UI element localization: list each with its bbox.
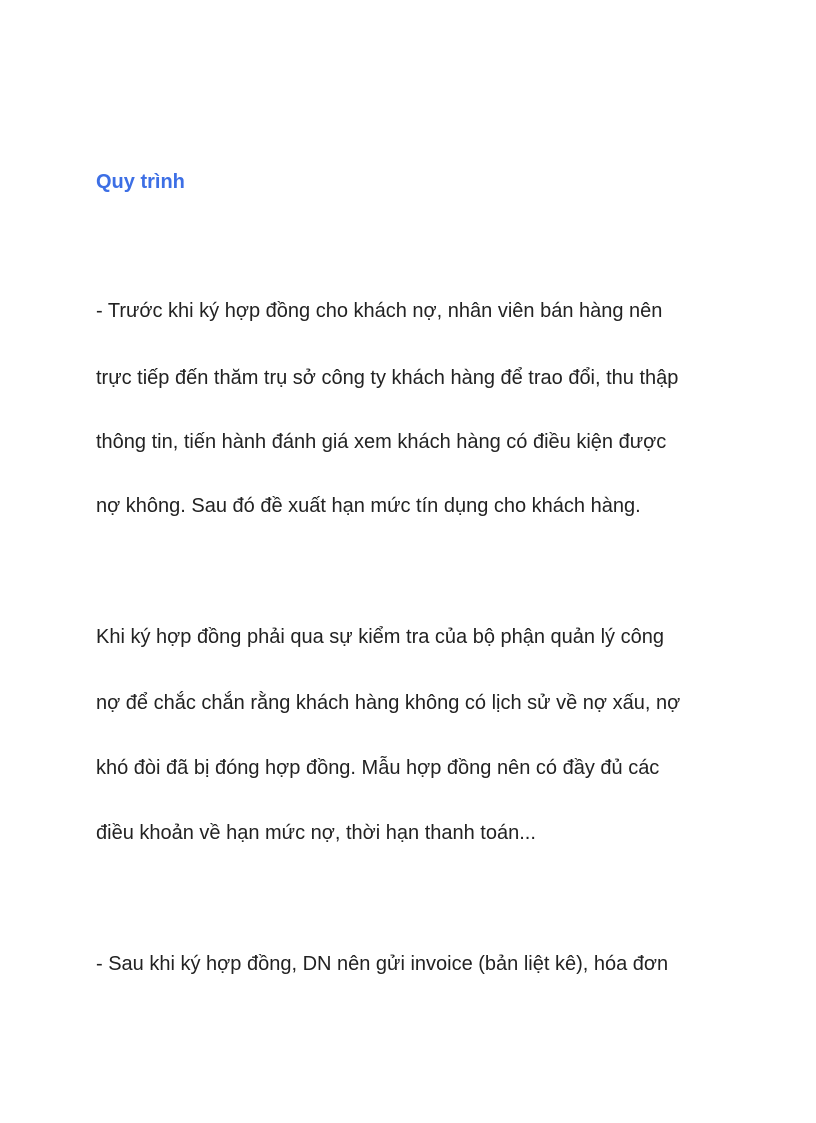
paragraph-2-line-3: khó đòi đã bị đóng hợp đồng. Mẫu hợp đồng nên có đầy đủ các [96, 757, 660, 779]
paragraph-1-line-3: thông tin, tiến hành đánh giá xem khách hàng có điều kiện được [96, 431, 667, 453]
section-heading: Quy trình [96, 171, 185, 193]
paragraph-2-line-1: Khi ký hợp đồng phải qua sự kiểm tra của bộ phận quản lý công [96, 626, 664, 648]
paragraph-1-line-1: - Trước khi ký hợp đồng cho khách nợ, nhân viên bán hàng nên [96, 300, 663, 322]
paragraph-2-line-2: nợ để chắc chắn rằng khách hàng không có lịch sử về nợ xấu, nợ [96, 692, 681, 714]
paragraph-3-line-1: - Sau khi ký hợp đồng, DN nên gửi invoice (bản liệt kê), hóa đơn [96, 953, 669, 975]
paragraph-1-line-4: nợ không. Sau đó đề xuất hạn mức tín dụng cho khách hàng. [96, 495, 641, 517]
paragraph-1-line-2: trực tiếp đến thăm trụ sở công ty khách hàng để trao đổi, thu thập [96, 367, 679, 389]
paragraph-2-line-4: điều khoản về hạn mức nợ, thời hạn thanh toán... [96, 822, 536, 844]
